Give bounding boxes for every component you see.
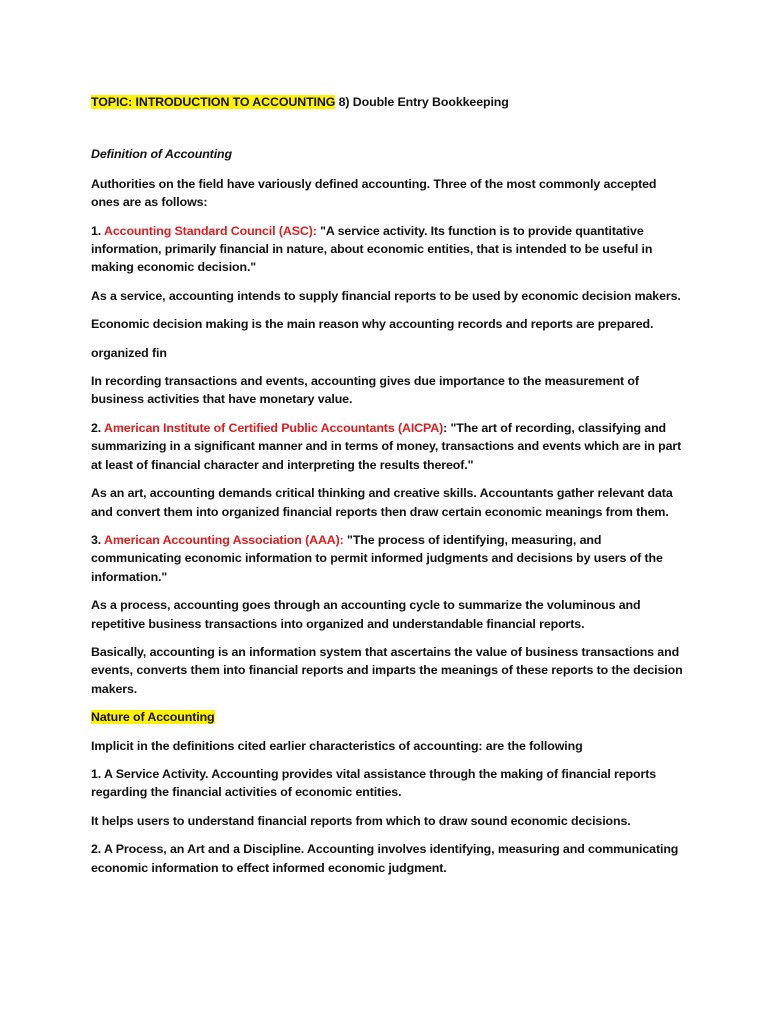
nature-heading-highlight: Nature of Accounting — [91, 710, 215, 725]
definition-3 — [91, 531, 688, 586]
nature-heading — [91, 708, 688, 726]
definition-1-source: Accounting Standard Council (ASC): — [104, 223, 317, 238]
definition-1 — [91, 222, 688, 277]
process-paragraph: As a process, accounting goes through an accounting cycle to summarize the voluminous and repetitive business transactions into organized and understandable financial reports. — [91, 598, 641, 631]
definition-2-source: American Institute of Certified Public Accountants (AICPA) — [104, 420, 444, 435]
definition-2-number: 2. — [91, 420, 105, 435]
intro-paragraph: Authorities on the field have variously defined accounting. Three of the most commonly accepted ones are as follows: — [91, 176, 657, 210]
basically-paragraph: Basically, accounting is an information system that ascertains the value of business transactions and events, converts them into financial reports and imparts the meanings of these reports to the decision makers. — [91, 644, 683, 696]
service-paragraph: As a service, accounting intends to supply financial reports to be used by economic decision makers. — [91, 288, 681, 303]
recording-paragraph: In recording transactions and events, accounting gives due importance to the measurement of business activities that have monetary value. — [91, 374, 639, 407]
definition-1-text: "A service activity. Its function is to provide quantitative information, primarily financial in nature, about economic entities, that is intended to be useful in making economic decision." — [91, 223, 653, 275]
topic-subtitle: 8) Double Entry Bookkeeping — [335, 95, 509, 109]
definition-2-text: : "The art of recording, classifying and summarizing in a significant manner and in terms of money, transactions and events which are in part at least of financial character and interpreting the results thereof." — [91, 420, 682, 472]
topic-highlight: TOPIC: INTRODUCTION TO ACCOUNTING — [91, 95, 336, 109]
definition-3-text: "The process of identifying, measuring, and communicating economic information to permit informed judgments and decisions by users of the information." — [91, 532, 663, 584]
fragment-paragraph: organized fin — [91, 345, 167, 360]
nature-item-2: 2. A Process, an Art and a Discipline. Accounting involves identifying, measuring and communicating economic information to effect informed economic judgment. — [91, 842, 679, 875]
document-title — [91, 93, 688, 111]
economic-paragraph: Economic decision making is the main reason why accounting records and reports are prepared. — [91, 317, 654, 332]
definition-heading: Definition of Accounting — [91, 147, 232, 162]
nature-item-1: 1. A Service Activity. Accounting provides vital assistance through the making of financial reports regarding the financial activities of economic entities. — [91, 766, 657, 800]
implicit-paragraph: Implicit in the definitions cited earlier characteristics of accounting: are the following — [91, 738, 583, 753]
definition-3-source: American Accounting Association (AAA): — [104, 532, 344, 547]
definition-1-number: 1. — [91, 223, 105, 238]
helps-paragraph: It helps users to understand financial reports from which to draw sound economic decisions. — [91, 813, 631, 828]
definition-2 — [91, 419, 688, 474]
definition-3-number: 3. — [91, 532, 105, 547]
art-paragraph: As an art, accounting demands critical thinking and creative skills. Accountants gather relevant data and convert them into organized financial reports then draw certain economic meanings from them. — [91, 486, 673, 519]
